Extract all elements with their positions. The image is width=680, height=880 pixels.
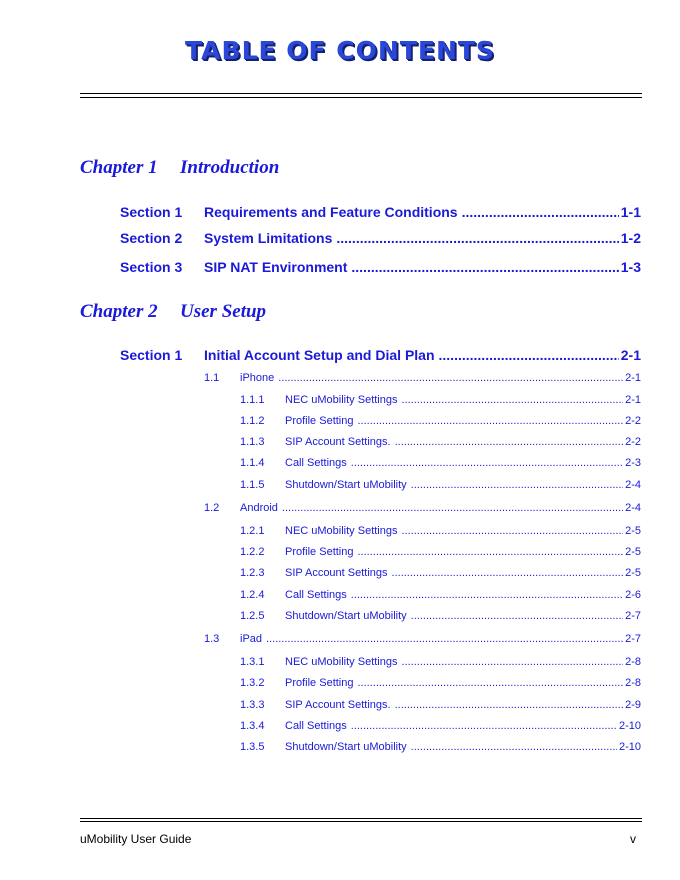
footer-page-number: v bbox=[630, 832, 636, 846]
page-number: 2-1 bbox=[625, 372, 641, 384]
page-number: 2-7 bbox=[625, 633, 641, 645]
toc-entry-1-1[interactable] bbox=[204, 372, 641, 385]
item-number: 1.3.3 bbox=[240, 699, 265, 711]
page-number: 2-5 bbox=[625, 525, 641, 537]
toc-entry-1-3-4[interactable] bbox=[240, 720, 641, 733]
dot-leader bbox=[351, 457, 623, 470]
page-number: 2-1 bbox=[625, 394, 641, 406]
toc-entry-1-2-2[interactable] bbox=[240, 546, 641, 559]
item-number: 1.3.5 bbox=[240, 741, 265, 753]
chapter-1-label: Chapter 1 bbox=[80, 157, 158, 178]
dot-leader bbox=[266, 633, 623, 646]
dot-leader bbox=[402, 394, 624, 407]
page-number: 2-7 bbox=[625, 610, 641, 622]
dot-leader bbox=[402, 656, 624, 669]
page-number: 2-10 bbox=[618, 720, 641, 732]
dot-leader bbox=[351, 720, 617, 733]
page-number: 2-6 bbox=[625, 589, 641, 601]
dot-leader bbox=[282, 502, 623, 515]
dot-leader bbox=[462, 204, 619, 221]
item-title: NEC uMobility Settings bbox=[285, 656, 398, 668]
dot-leader bbox=[402, 525, 624, 538]
toc-entry-1-1-1[interactable] bbox=[240, 394, 641, 407]
item-number: 1.2.1 bbox=[240, 525, 265, 537]
item-title: SIP Account Settings. bbox=[285, 699, 391, 711]
page-number: 2-5 bbox=[625, 546, 641, 558]
item-title: NEC uMobility Settings bbox=[285, 394, 398, 406]
page-number: 1-2 bbox=[620, 230, 641, 246]
toc-entry-1-1-4[interactable] bbox=[240, 457, 641, 470]
section-label: Section 3 bbox=[120, 259, 183, 275]
chapter-1-title: Introduction bbox=[180, 157, 280, 178]
dot-leader bbox=[411, 479, 623, 492]
item-title: Shutdown/Start uMobility bbox=[285, 741, 407, 753]
page-number: 2-8 bbox=[625, 656, 641, 668]
item-title: Profile Setting bbox=[285, 677, 354, 689]
item-title: Shutdown/Start uMobility bbox=[285, 479, 407, 491]
item-number: 1.2.5 bbox=[240, 610, 265, 622]
dot-leader bbox=[351, 589, 623, 602]
item-number: 1.3.2 bbox=[240, 677, 265, 689]
item-number: 1.1.2 bbox=[240, 415, 265, 427]
toc-entry-2-s1[interactable] bbox=[120, 347, 641, 364]
section-title: System Limitations bbox=[204, 230, 333, 246]
section-title: Initial Account Setup and Dial Plan bbox=[204, 347, 435, 363]
chapter-2-heading bbox=[80, 301, 267, 323]
toc-entry-1-1-3[interactable] bbox=[240, 436, 641, 449]
chapter-2-label: Chapter 2 bbox=[80, 301, 158, 322]
section-title: SIP NAT Environment bbox=[204, 259, 348, 275]
toc-entry-1-2-4[interactable] bbox=[240, 589, 641, 602]
item-title: Shutdown/Start uMobility bbox=[285, 610, 407, 622]
section-title: Requirements and Feature Conditions bbox=[204, 204, 458, 220]
chapter-1-heading bbox=[80, 157, 280, 179]
toc-entry-1-s2[interactable] bbox=[120, 230, 641, 247]
page-number: 2-9 bbox=[625, 699, 641, 711]
item-title: SIP Account Settings. bbox=[285, 436, 391, 448]
toc-entry-1-s1[interactable] bbox=[120, 204, 641, 221]
page-number: 2-3 bbox=[625, 457, 641, 469]
page-title: TABLE OF CONTENTS bbox=[185, 36, 495, 65]
item-number: 1.2.4 bbox=[240, 589, 265, 601]
page-number: 2-4 bbox=[625, 502, 641, 514]
dot-leader bbox=[439, 347, 619, 364]
toc-entry-1-3[interactable] bbox=[204, 633, 641, 646]
toc-entry-1-2-1[interactable] bbox=[240, 525, 641, 538]
toc-entry-1-2[interactable] bbox=[204, 502, 641, 515]
dot-leader bbox=[357, 546, 623, 559]
item-number: 1.1.5 bbox=[240, 479, 265, 491]
item-title: Profile Setting bbox=[285, 546, 354, 558]
subsection-title: iPad bbox=[240, 633, 263, 645]
item-number: 1.1.3 bbox=[240, 436, 265, 448]
toc-entry-1-3-5[interactable] bbox=[240, 741, 641, 754]
toc-entry-1-2-3[interactable] bbox=[240, 567, 641, 580]
page-number: 2-5 bbox=[625, 567, 641, 579]
toc-entry-1-3-2[interactable] bbox=[240, 677, 641, 690]
page-number: 2-2 bbox=[625, 436, 641, 448]
dot-leader bbox=[357, 677, 623, 690]
subsection-title: Android bbox=[240, 502, 278, 514]
page-number: 2-2 bbox=[625, 415, 641, 427]
dot-leader bbox=[351, 259, 618, 276]
chapter-2-title: User Setup bbox=[180, 301, 267, 322]
dot-leader bbox=[336, 230, 618, 247]
page-number: 2-4 bbox=[625, 479, 641, 491]
item-number: 1.3.1 bbox=[240, 656, 265, 668]
footer-guide-title: uMobility User Guide bbox=[80, 832, 192, 846]
dot-leader bbox=[392, 567, 624, 580]
item-number: 1.2.3 bbox=[240, 567, 265, 579]
section-label: Section 1 bbox=[120, 204, 183, 220]
subsection-title: iPhone bbox=[240, 372, 275, 384]
item-title: Call Settings bbox=[285, 589, 347, 601]
dot-leader bbox=[395, 436, 624, 449]
item-title: NEC uMobility Settings bbox=[285, 525, 398, 537]
subsection-number: 1.1 bbox=[204, 372, 220, 384]
item-title: SIP Account Settings bbox=[285, 567, 388, 579]
toc-entry-1-s3[interactable] bbox=[120, 259, 641, 276]
section-label: Section 1 bbox=[120, 347, 183, 363]
page-number: 2-10 bbox=[618, 741, 641, 753]
dot-leader bbox=[395, 699, 624, 712]
subsection-number: 1.3 bbox=[204, 633, 220, 645]
item-number: 1.1.4 bbox=[240, 457, 265, 469]
item-title: Call Settings bbox=[285, 457, 347, 469]
item-title: Profile Setting bbox=[285, 415, 354, 427]
dot-leader bbox=[278, 372, 623, 385]
toc-entry-1-3-3[interactable] bbox=[240, 699, 641, 712]
page-number: 2-8 bbox=[625, 677, 641, 689]
toc-entry-1-3-1[interactable] bbox=[240, 656, 641, 669]
section-label: Section 2 bbox=[120, 230, 183, 246]
item-number: 1.2.2 bbox=[240, 546, 265, 558]
toc-entry-1-2-5[interactable] bbox=[240, 610, 641, 623]
item-title: Call Settings bbox=[285, 720, 347, 732]
title-divider bbox=[80, 93, 642, 98]
footer-divider bbox=[80, 818, 642, 822]
toc-entry-1-1-2[interactable] bbox=[240, 415, 641, 428]
dot-leader bbox=[411, 610, 623, 623]
dot-leader bbox=[411, 741, 617, 754]
toc-entry-1-1-5[interactable] bbox=[240, 479, 641, 492]
page-number: 1-1 bbox=[620, 204, 641, 220]
item-number: 1.3.4 bbox=[240, 720, 265, 732]
page-number: 1-3 bbox=[620, 259, 641, 275]
page-number: 2-1 bbox=[620, 347, 641, 363]
item-number: 1.1.1 bbox=[240, 394, 265, 406]
subsection-number: 1.2 bbox=[204, 502, 220, 514]
dot-leader bbox=[357, 415, 623, 428]
